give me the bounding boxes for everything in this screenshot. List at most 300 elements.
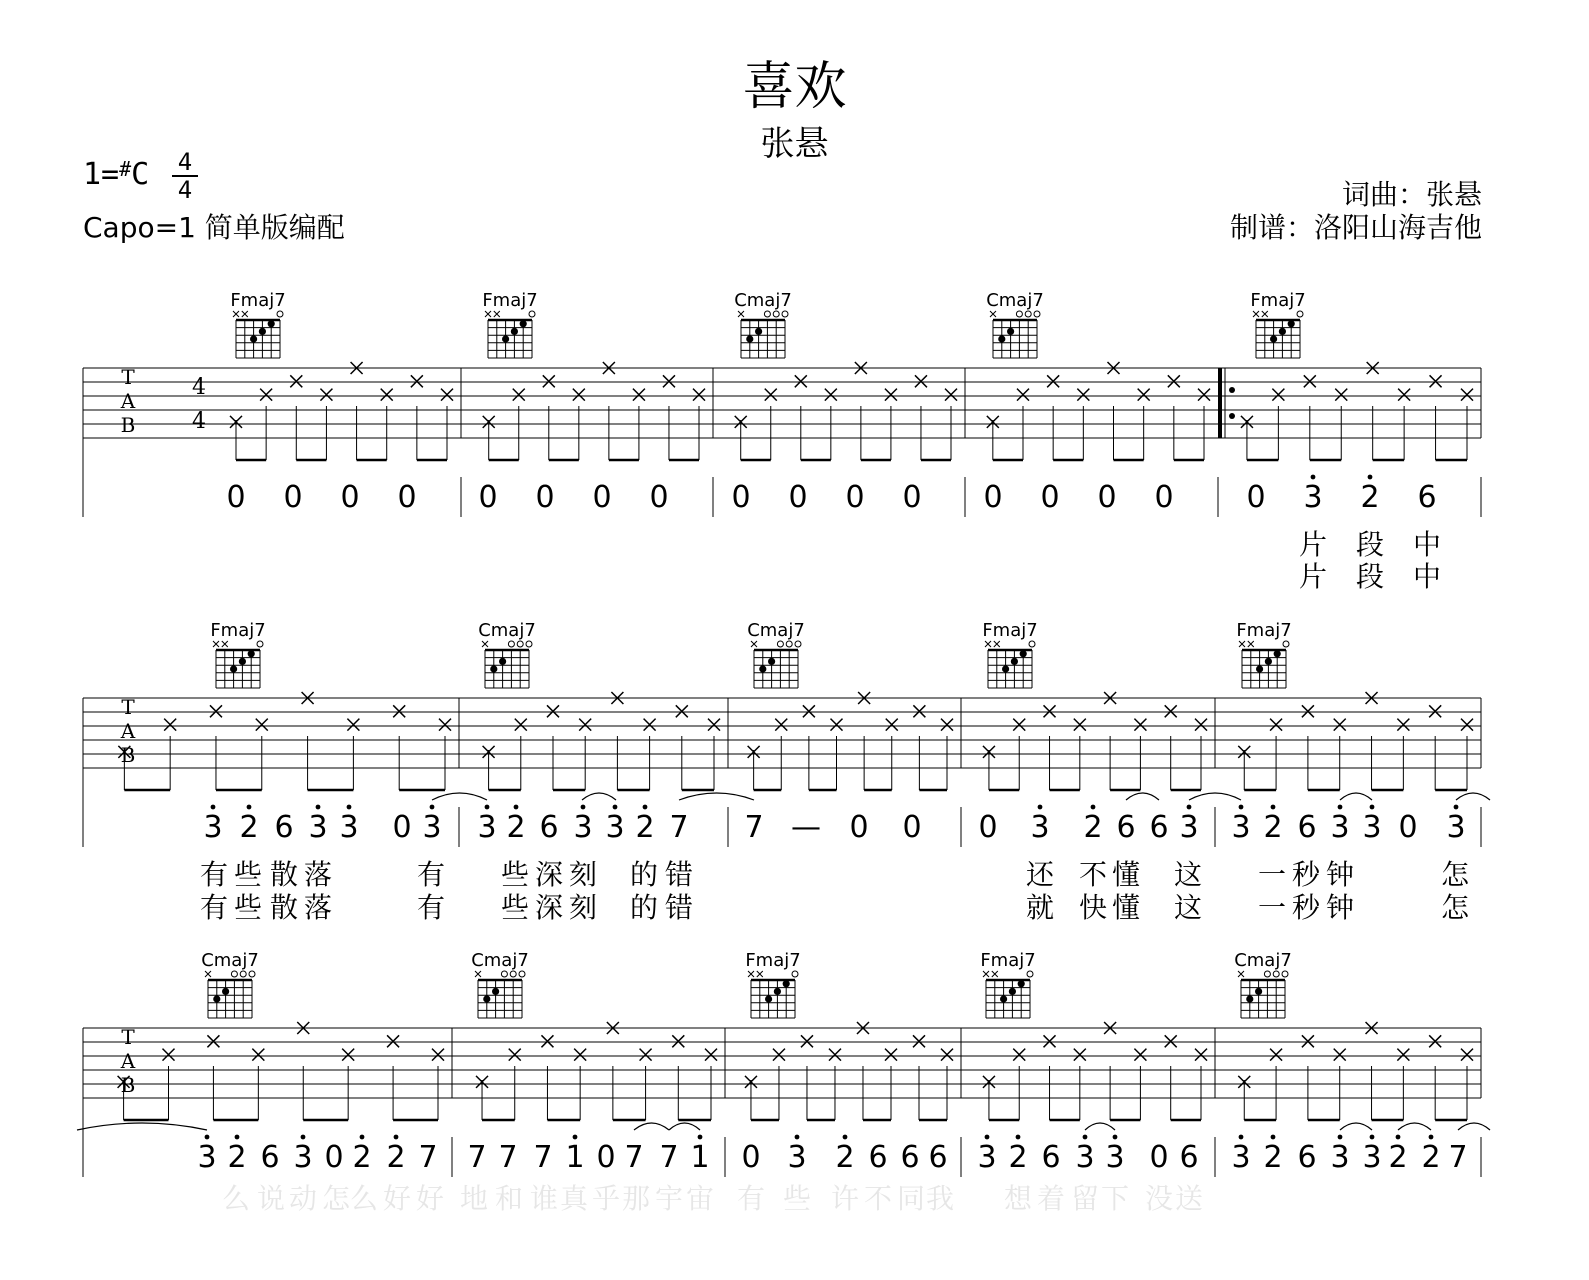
jianpu-note: 2 (1083, 810, 1103, 845)
jianpu-note: 6 (1041, 1140, 1061, 1175)
finger-dot-icon (511, 328, 518, 335)
jianpu-note: 3 (197, 1140, 217, 1175)
strum-x-icon (1077, 389, 1089, 401)
jianpu-note: 3 (1303, 480, 1323, 515)
octave-dot-icon (698, 1135, 703, 1140)
open-string-icon (795, 641, 801, 647)
jianpu-note: 2 (1388, 1140, 1408, 1175)
finger-dot-icon (1011, 658, 1018, 665)
open-string-icon (277, 311, 283, 317)
open-string-icon (240, 971, 246, 977)
octave-dot-icon (430, 805, 435, 810)
strum-x-icon (945, 389, 957, 401)
jianpu-note: 0 (983, 480, 1003, 515)
jianpu-note: 0 (902, 810, 922, 845)
repeat-dot-icon (1229, 387, 1235, 393)
octave-dot-icon (347, 805, 352, 810)
lyric-char: 段 (1355, 528, 1385, 561)
octave-dot-icon (1396, 1135, 1401, 1140)
strum-x-icon (1044, 705, 1056, 717)
mute-icon (222, 641, 228, 647)
lyric-char: 段 (1355, 560, 1385, 593)
strum-x-icon (1461, 719, 1473, 731)
finger-dot-icon (1265, 658, 1272, 665)
lyric-char: 就 (1025, 891, 1055, 924)
lyric-char: 中 (1412, 528, 1442, 561)
finger-dot-icon (499, 658, 506, 665)
strum-x-icon (164, 719, 176, 731)
finger-dot-icon (1279, 328, 1286, 335)
open-string-icon (231, 971, 237, 977)
lyric-char: 那 (621, 1182, 651, 1215)
lyric-char: 错 (664, 858, 694, 891)
jianpu-note: 0 (478, 480, 498, 515)
finger-dot-icon (239, 658, 246, 665)
song-title: 喜欢 (742, 57, 847, 117)
tie-arc (77, 1123, 207, 1130)
lyric-char: 散 (269, 858, 299, 891)
strum-x-icon (1397, 1049, 1409, 1061)
strum-x-icon (432, 1049, 444, 1061)
finger-dot-icon (1002, 665, 1009, 672)
octave-dot-icon (247, 805, 252, 810)
jianpu-note: 3 (1030, 810, 1050, 845)
strum-x-icon (708, 719, 720, 731)
lyric-char: 好 (415, 1182, 445, 1215)
artist-name: 张悬 (760, 124, 829, 164)
jianpu-note: 3 (1105, 1140, 1125, 1175)
strum-x-icon (795, 375, 807, 387)
tie-arc (669, 1123, 700, 1130)
open-string-icon (526, 641, 532, 647)
octave-dot-icon (1429, 1135, 1434, 1140)
octave-dot-icon (1083, 1135, 1088, 1140)
lyric-char: 不 (863, 1182, 893, 1215)
jianpu-note: 6 (539, 810, 559, 845)
jianpu-note: 3 (477, 810, 497, 845)
open-string-icon (1034, 311, 1040, 317)
tab-letter: A (120, 719, 136, 743)
lyric-char: 些 (233, 891, 263, 924)
octave-dot-icon (985, 1135, 990, 1140)
finger-dot-icon (1000, 995, 1007, 1002)
strum-x-icon (1013, 719, 1025, 731)
octave-dot-icon (843, 1135, 848, 1140)
lyric-char: 钟 (1325, 858, 1355, 891)
chord-name: Cmaj7 (734, 290, 792, 311)
jianpu-note: 3 (1330, 1140, 1350, 1175)
lyric-char: 没 (1144, 1182, 1174, 1215)
strum-x-icon (1044, 1035, 1056, 1047)
strum-x-icon (885, 389, 897, 401)
octave-dot-icon (573, 1135, 578, 1140)
octave-dot-icon (1187, 805, 1192, 810)
lyric-char: 懂 (1111, 858, 1141, 891)
strum-x-icon (1270, 719, 1282, 731)
tab-letter: T (121, 1025, 135, 1049)
mute-icon (1238, 971, 1244, 977)
jianpu-note: 0 (340, 480, 360, 515)
jianpu-note: 6 (1417, 480, 1437, 515)
mute-icon (205, 971, 211, 977)
jianpu-note: 7 (624, 1140, 644, 1175)
open-string-icon (1029, 641, 1035, 647)
sharp-icon: # (119, 157, 132, 181)
mute-icon (485, 311, 491, 317)
lyric-char: 怎 (1440, 891, 1470, 924)
mute-icon (751, 641, 757, 647)
jianpu-note: 2 (1263, 810, 1283, 845)
strum-x-icon (1013, 1049, 1025, 1061)
jianpu-note: 3 (1231, 810, 1251, 845)
repeat-barline (1218, 368, 1222, 438)
octave-dot-icon (514, 805, 519, 810)
tie-arc (1126, 793, 1159, 800)
chord-name: Fmaj7 (482, 290, 538, 311)
finger-dot-icon (1246, 995, 1253, 1002)
octave-dot-icon (1368, 475, 1373, 480)
strum-x-icon (342, 1049, 354, 1061)
lyric-char: 这 (1173, 891, 1203, 924)
chord-name: Cmaj7 (747, 620, 805, 641)
octave-dot-icon (1239, 805, 1244, 810)
mute-icon (1239, 641, 1245, 647)
lyric-char: 着 (1036, 1182, 1066, 1215)
strum-x-icon (1429, 1035, 1441, 1047)
octave-dot-icon (394, 1135, 399, 1140)
strum-x-icon (803, 705, 815, 717)
jianpu-note: 3 (1446, 810, 1466, 845)
lyric-char: 说 (256, 1182, 286, 1215)
finger-dot-icon (1288, 320, 1295, 327)
strum-x-icon (347, 719, 359, 731)
jianpu-note: 2 (1263, 1140, 1283, 1175)
octave-dot-icon (211, 805, 216, 810)
jianpu-note: 7 (659, 1140, 679, 1175)
jianpu-note: 3 (1075, 1140, 1095, 1175)
jianpu-note: 3 (293, 1140, 313, 1175)
finger-dot-icon (483, 995, 490, 1002)
finger-dot-icon (765, 995, 772, 1002)
jianpu-note: 2 (635, 810, 655, 845)
strum-x-icon (1017, 389, 1029, 401)
lyric-char: 我 (925, 1182, 955, 1215)
finger-dot-icon (230, 665, 237, 672)
jianpu-note: 1 (690, 1140, 710, 1175)
lyric-char: 地 (459, 1182, 489, 1215)
jianpu-note: 2 (239, 810, 259, 845)
strum-x-icon (1461, 1049, 1473, 1061)
tab-letter: B (120, 413, 136, 437)
jianpu-note: 2 (1008, 1140, 1028, 1175)
octave-dot-icon (613, 805, 618, 810)
jianpu-note: 3 (422, 810, 442, 845)
strum-x-icon (509, 1049, 521, 1061)
octave-dot-icon (1113, 1135, 1118, 1140)
jianpu-note: 0 (1040, 480, 1060, 515)
octave-dot-icon (485, 805, 490, 810)
strum-x-icon (393, 705, 405, 717)
lyric-char: 刻 (568, 891, 598, 924)
finger-dot-icon (1009, 988, 1016, 995)
lyric-char: 有 (416, 891, 446, 924)
jianpu-note: 6 (260, 1140, 280, 1175)
strum-x-icon (260, 389, 272, 401)
octave-dot-icon (1370, 805, 1375, 810)
octave-dot-icon (316, 805, 321, 810)
lyric-char: 些 (500, 858, 530, 891)
strum-x-icon (320, 389, 332, 401)
open-string-icon (782, 311, 788, 317)
tab-letter: B (120, 743, 136, 767)
jianpu-note: 0 (731, 480, 751, 515)
mute-icon (990, 311, 996, 317)
octave-dot-icon (581, 805, 586, 810)
strum-x-icon (441, 389, 453, 401)
strum-x-icon (1302, 705, 1314, 717)
jianpu-note: 2 (835, 1140, 855, 1175)
lyric-char: 好 (382, 1182, 412, 1215)
strum-x-icon (941, 719, 953, 731)
mute-icon (242, 311, 248, 317)
strum-x-icon (1398, 389, 1410, 401)
strum-x-icon (543, 375, 555, 387)
open-string-icon (777, 641, 783, 647)
chord-name: Cmaj7 (986, 290, 1044, 311)
jianpu-note: 0 (392, 810, 412, 845)
lyric-char: 同 (896, 1182, 926, 1215)
lyric-char: 和 (494, 1182, 524, 1215)
chord-name: Fmaj7 (980, 950, 1036, 971)
strum-x-icon (801, 1035, 813, 1047)
strum-x-icon (633, 389, 645, 401)
open-string-icon (519, 971, 525, 977)
lyric-char: 深 (534, 858, 564, 891)
finger-dot-icon (250, 335, 257, 342)
lyric-char: 片 (1298, 560, 1328, 593)
finger-dot-icon (998, 335, 1005, 342)
strum-x-icon (1461, 389, 1473, 401)
tab-letter: T (121, 695, 135, 719)
lyric-char: 错 (664, 891, 694, 924)
jianpu-note: 1 (565, 1140, 585, 1175)
open-string-icon (1273, 971, 1279, 977)
tie-arc (1458, 1123, 1490, 1130)
lyric-char: 落 (303, 858, 333, 891)
lyric-char: 怎 (1440, 858, 1470, 891)
strum-x-icon (693, 389, 705, 401)
strum-x-icon (913, 1035, 925, 1047)
strum-x-icon (573, 389, 585, 401)
lyric-char: 的 (629, 891, 659, 924)
strum-x-icon (941, 1049, 953, 1061)
strum-x-icon (381, 389, 393, 401)
strum-x-icon (1334, 1049, 1346, 1061)
jianpu-note: 2 (1360, 480, 1380, 515)
open-string-icon (510, 971, 516, 977)
open-string-icon (508, 641, 514, 647)
octave-dot-icon (1454, 805, 1459, 810)
strum-x-icon (541, 1035, 553, 1047)
finger-dot-icon (248, 650, 255, 657)
lyric-char: 还 (1025, 858, 1055, 891)
strum-x-icon (1074, 1049, 1086, 1061)
finger-dot-icon (502, 335, 509, 342)
jianpu-note: 7 (533, 1140, 553, 1175)
strum-x-icon (663, 375, 675, 387)
finger-dot-icon (1274, 650, 1281, 657)
strum-x-icon (1195, 1049, 1207, 1061)
chord-name: Fmaj7 (982, 620, 1038, 641)
finger-dot-icon (1018, 980, 1025, 987)
mute-icon (1262, 311, 1268, 317)
finger-dot-icon (1020, 650, 1027, 657)
lyric-char: 一 (1257, 858, 1287, 891)
jianpu-note: 6 (900, 1140, 920, 1175)
strum-x-icon (579, 719, 591, 731)
strum-x-icon (1397, 719, 1409, 731)
octave-dot-icon (301, 1135, 306, 1140)
jianpu-note: 0 (978, 810, 998, 845)
chord-name: Cmaj7 (201, 950, 259, 971)
tie-arc (582, 793, 616, 800)
jianpu-note: 6 (1149, 810, 1169, 845)
octave-dot-icon (1091, 805, 1096, 810)
strum-x-icon (1198, 389, 1210, 401)
strum-x-icon (1134, 1049, 1146, 1061)
tie-arc (1456, 793, 1490, 800)
finger-dot-icon (490, 665, 497, 672)
strum-x-icon (1334, 719, 1346, 731)
tie-arc (634, 1123, 669, 1130)
transcriber-credit: 制谱：洛阳山海吉他 (1229, 211, 1482, 244)
open-string-icon (1025, 311, 1031, 317)
jianpu-note: 3 (573, 810, 593, 845)
open-string-icon (786, 641, 792, 647)
jianpu-note: 6 (868, 1140, 888, 1175)
octave-dot-icon (1338, 1135, 1343, 1140)
jianpu-note: 3 (308, 810, 328, 845)
octave-dot-icon (643, 805, 648, 810)
lyric-char: 不 (1078, 858, 1108, 891)
strum-x-icon (439, 719, 451, 731)
strum-x-icon (676, 705, 688, 717)
octave-dot-icon (360, 1135, 365, 1140)
strum-x-icon (574, 1049, 586, 1061)
key-prefix: 1= (83, 157, 120, 192)
jianpu-note: 0 (324, 1140, 344, 1175)
strum-x-icon (1047, 375, 1059, 387)
open-string-icon (501, 971, 507, 977)
strum-x-icon (1138, 389, 1150, 401)
lyric-char: 些 (782, 1182, 812, 1215)
lyric-char: 留 (1070, 1182, 1100, 1215)
open-string-icon (1016, 311, 1022, 317)
finger-dot-icon (783, 980, 790, 987)
octave-dot-icon (1016, 1135, 1021, 1140)
tab-letter: T (121, 365, 135, 389)
lyric-char: 懂 (1111, 891, 1141, 924)
octave-dot-icon (1311, 475, 1316, 480)
jianpu-note: 0 (1097, 480, 1117, 515)
finger-dot-icon (755, 328, 762, 335)
octave-dot-icon (1271, 805, 1276, 810)
jianpu-note: 0 (226, 480, 246, 515)
lyric-char: 有 (199, 891, 229, 924)
strum-x-icon (825, 389, 837, 401)
chord-name: Fmaj7 (210, 620, 266, 641)
lyric-char: 谁 (529, 1182, 559, 1215)
jianpu-note: 3 (1179, 810, 1199, 845)
octave-dot-icon (235, 1135, 240, 1140)
mute-icon (475, 971, 481, 977)
strum-x-icon (1168, 375, 1180, 387)
jianpu-note: 6 (1297, 1140, 1317, 1175)
jianpu-note: 3 (605, 810, 625, 845)
chord-name: Fmaj7 (745, 950, 801, 971)
jianpu-note: 0 (845, 480, 865, 515)
octave-dot-icon (1271, 1135, 1276, 1140)
tab-letter: A (120, 1049, 136, 1073)
mute-icon (738, 311, 744, 317)
jianpu-note: 0 (649, 480, 669, 515)
chord-name: Cmaj7 (471, 950, 529, 971)
finger-dot-icon (268, 320, 275, 327)
finger-dot-icon (1255, 988, 1262, 995)
jianpu-note: 2 (227, 1140, 247, 1175)
mute-icon (985, 641, 991, 647)
lyric-char: 秒 (1291, 858, 1321, 891)
open-string-icon (764, 311, 770, 317)
lyric-char: 下 (1100, 1182, 1130, 1215)
strum-x-icon (1272, 389, 1284, 401)
jianpu-note: 0 (1149, 1140, 1169, 1175)
jianpu-note: 7 (744, 810, 764, 845)
key-note: C (131, 157, 150, 192)
mute-icon (213, 641, 219, 647)
open-string-icon (1264, 971, 1270, 977)
open-string-icon (792, 971, 798, 977)
jianpu-note: 3 (1362, 810, 1382, 845)
jianpu-note: 6 (1116, 810, 1136, 845)
octave-dot-icon (795, 1135, 800, 1140)
lyric-char: 一 (1257, 891, 1287, 924)
strum-x-icon (1074, 719, 1086, 731)
jianpu-note: 3 (787, 1140, 807, 1175)
mute-icon (983, 971, 989, 977)
open-string-icon (773, 311, 779, 317)
jianpu-note: 0 (596, 1140, 616, 1175)
tie-arc (432, 793, 487, 800)
tie-arc (1340, 793, 1372, 800)
tie-arc (1085, 1123, 1115, 1130)
lyric-char: 这 (1173, 858, 1203, 891)
chord-name: Fmaj7 (1250, 290, 1306, 311)
octave-dot-icon (1038, 805, 1043, 810)
jianpu-note: 7 (669, 810, 689, 845)
jianpu-note: — (791, 810, 821, 845)
strum-x-icon (1304, 375, 1316, 387)
tie-arc (1340, 1123, 1372, 1130)
jianpu-note: 2 (506, 810, 526, 845)
jianpu-note: 6 (928, 1140, 948, 1175)
lyric-char: 深 (534, 891, 564, 924)
jianpu-note: 3 (1231, 1140, 1251, 1175)
strum-x-icon (163, 1049, 175, 1061)
lyric-char: 秒 (1291, 891, 1321, 924)
jianpu-note: 7 (467, 1140, 487, 1175)
mute-icon (482, 641, 488, 647)
